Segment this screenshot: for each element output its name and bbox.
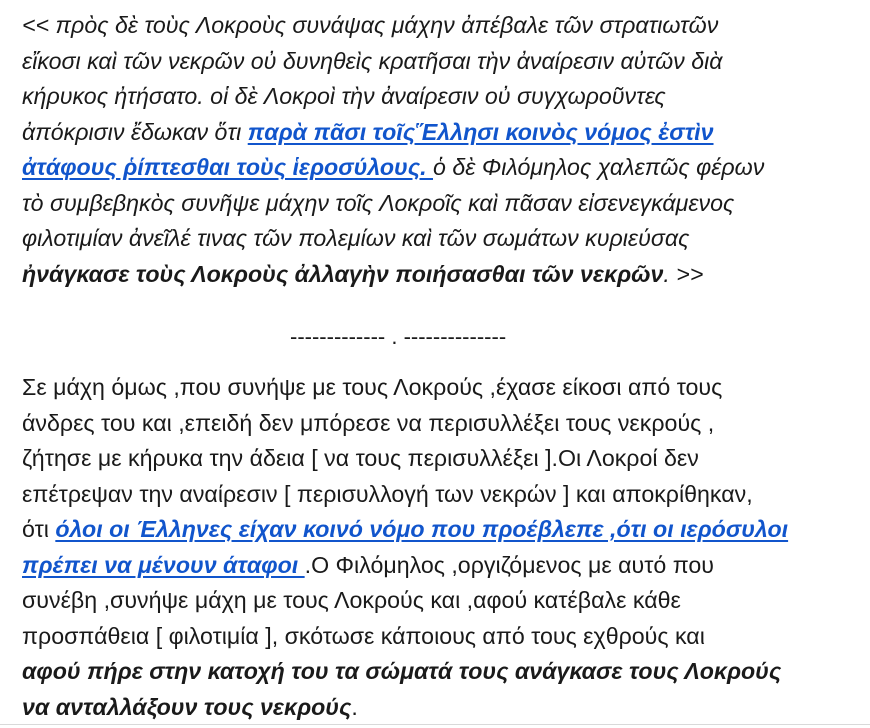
- modern-line-8: προσπάθεια [ φιλοτιμία ], σκότωσε κάποιους από τους εχθρούς και: [22, 622, 705, 649]
- modern-line-6-text: .Ο Φιλόμηλος ,οργιζόμενος με αυτό που: [304, 551, 714, 578]
- modern-line-2: άνδρες του και ,επειδή δεν μπόρεσε να περισυλλέξει τους νεκρούς ,: [22, 409, 715, 436]
- ancient-bold-phrase: ἠνάγκασε τοὺς Λοκροὺς ἀλλαγὴν ποιήσασθαι τῶν νεκρῶν: [22, 260, 664, 287]
- modern-line-5: [22, 512, 788, 548]
- modern-line-4: επέτρεψαν την αναίρεσιν [ περισυλλογή των νεκρών ] και αποκρίθηκαν,: [22, 480, 753, 507]
- modern-quote-link-part-2[interactable]: πρέπει να μένουν άταφοι: [22, 551, 305, 578]
- modern-bold-phrase-end: να ανταλλάξουν τους νεκρούς: [22, 693, 352, 720]
- ancient-line-3: κήρυκος ἠτήσατο. οἱ δὲ Λοκροὶ τὴν ἀναίρεσιν οὐ συγχωροῦντες: [22, 83, 666, 109]
- ancient-line-2: εἴκοσι καὶ τῶν νεκρῶν οὐ δυνηθεὶς κρατῆσαι τὴν ἀναίρεσιν αὐτῶν διὰ: [22, 47, 723, 74]
- section-separator: ------------- . --------------: [290, 324, 507, 349]
- ancient-line-8: [22, 257, 862, 293]
- ancient-line-4: [22, 115, 862, 151]
- ancient-line-1: << πρὸς δὲ τοὺς Λοκροὺς συνάψας μάχην ἀπέβαλε τῶν στρατιωτῶν: [22, 12, 719, 38]
- modern-quote-link-part-1[interactable]: όλοι οι Έλληνες είχαν κοινό νόμο που προέβλεπε ,ότι οι ιερόσυλοι: [55, 516, 789, 542]
- ancient-line-5-text: ὁ δὲ Φιλόμηλος χαλεπῶς φέρων: [433, 154, 765, 180]
- modern-translation-paragraph: [22, 370, 788, 725]
- ancient-closing-marks: . >>: [663, 260, 704, 287]
- modern-line-10: [22, 690, 788, 726]
- ancient-quote-link-part-2[interactable]: ἀτάφους ῥίπτεσθαι τοὺς ἱεροσύλους.: [22, 154, 433, 180]
- ancient-quote-link-part-1[interactable]: παρὰ πᾶσι τοῖςἝλλησι κοινὸς νόμος ἐστὶν: [247, 118, 714, 145]
- bottom-divider: [0, 724, 870, 725]
- ancient-line-5: [22, 150, 862, 186]
- document-body: [22, 8, 862, 720]
- ancient-line-6: τὸ συμβεβηκὸς συνῆψε μάχην τοῖς Λοκροῖς καὶ πᾶσαν εἰσενεγκάμενος: [22, 189, 735, 216]
- modern-line-5-text: ότι: [22, 516, 56, 542]
- ancient-line-4-text: ἀπόκρισιν ἔδωκαν ὅτι: [22, 118, 248, 145]
- modern-line-3: ζήτησε με κήρυκα την άδεια [ να τους περισυλλέξει ].Οι Λοκροί δεν: [22, 445, 699, 471]
- modern-line-7: συνέβη ,συνήψε μάχη με τους Λοκρούς και ,αφού κατέβαλε κάθε: [22, 587, 681, 613]
- modern-final-period: .: [351, 693, 358, 720]
- modern-bold-line-9: αφού πήρε στην κατοχή του τα σώματά τους ανάγκασε τους Λοκρούς: [22, 658, 782, 684]
- ancient-text-paragraph: [22, 8, 862, 292]
- ancient-line-7: φιλοτιμίαν ἀνεῖλέ τινας τῶν πολεμίων καὶ τῶν σωμάτων κυριεύσας: [22, 225, 690, 251]
- modern-line-6: [22, 548, 788, 584]
- modern-line-1: Σε μάχη όμως ,που συνήψε με τους Λοκρούς ,έχασε είκοσι από τους: [22, 374, 723, 400]
